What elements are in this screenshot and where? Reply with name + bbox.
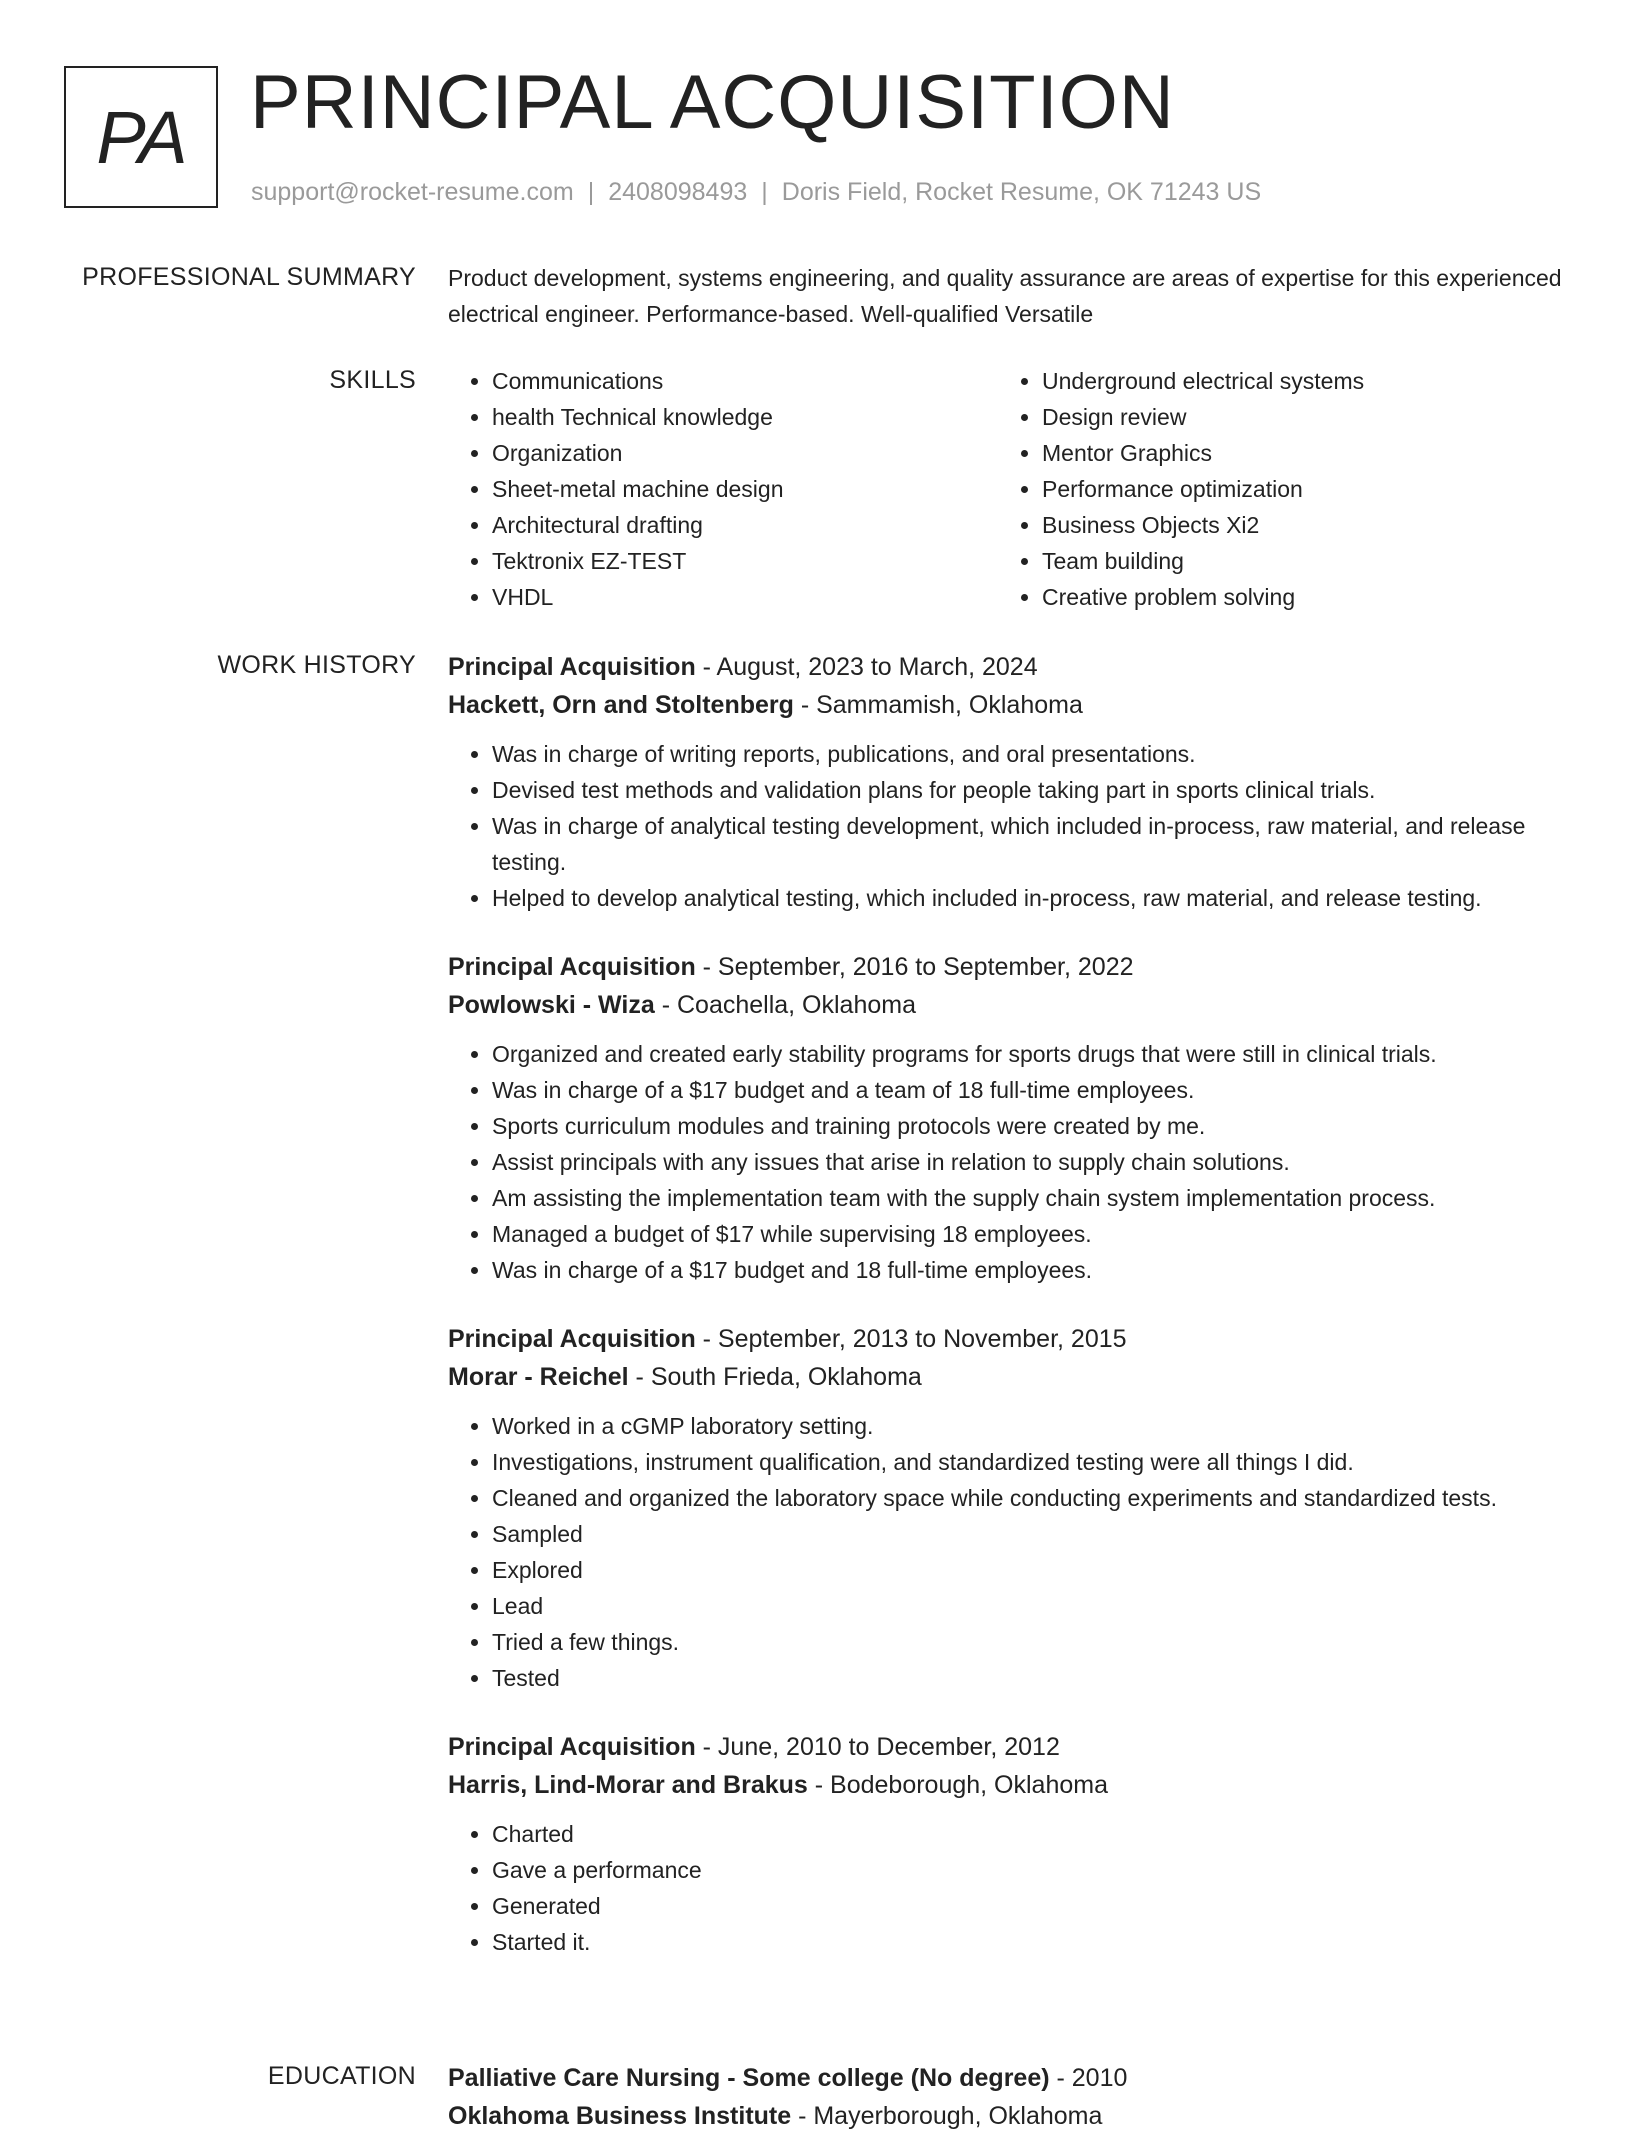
contact-separator: |	[587, 178, 595, 206]
job-bullet: • Cleaned and organized the laboratory space while conducting experiments and standardized tests.	[492, 1480, 1578, 1516]
job-location: - South Frieda, Oklahoma	[628, 1363, 922, 1391]
candidate-name: PRINCIPAL ACQUISITION	[250, 60, 1175, 145]
job-dates: - August, 2023 to March, 2024	[695, 653, 1038, 681]
work-history-label: WORK HISTORY	[217, 651, 416, 679]
job-entry	[448, 1320, 1578, 1696]
job-bullet: • Was in charge of writing reports, publications, and oral presentations.	[492, 736, 1578, 772]
skill-item: • Sheet-metal machine design	[492, 471, 998, 507]
summary-body	[448, 260, 1578, 332]
job-bullet: • Devised test methods and validation plans for people taking part in sports clinical trials.	[492, 772, 1578, 808]
contact-address: Doris Field, Rocket Resume, OK 71243 US	[781, 178, 1262, 206]
job-bullet: • Organized and created early stability programs for sports drugs that were still in clinical trials.	[492, 1036, 1578, 1072]
job-dates: - September, 2016 to September, 2022	[695, 953, 1134, 981]
job-company: Hackett, Orn and Stoltenberg	[448, 691, 794, 719]
job-location: - Coachella, Oklahoma	[654, 991, 916, 1019]
skills-column-left	[448, 363, 998, 615]
job-bullet: • Helped to develop analytical testing, which included in-process, raw material, and release testing.	[492, 880, 1578, 916]
job-bullet: • Was in charge of a $17 budget and a team of 18 full-time employees.	[492, 1072, 1578, 1108]
job-bullet: • Tried a few things.	[492, 1624, 1578, 1660]
contact-email: support@rocket-resume.com	[251, 178, 574, 206]
job-bullet: • Sports curriculum modules and training protocols were created by me.	[492, 1108, 1578, 1144]
job-bullet: • Explored	[492, 1552, 1578, 1588]
contact-line	[251, 176, 1261, 208]
job-bullet: • Tested	[492, 1660, 1578, 1696]
education-degree-line	[448, 2059, 1578, 2097]
job-title-line	[448, 948, 1578, 986]
skills-column-right	[998, 363, 1548, 615]
skill-item: • Performance optimization	[1042, 471, 1548, 507]
job-bullet: • Assist principals with any issues that arise in relation to supply chain solutions.	[492, 1144, 1578, 1180]
job-bullet: • Gave a performance	[492, 1852, 1578, 1888]
job-bullet: • Was in charge of a $17 budget and 18 full-time employees.	[492, 1252, 1578, 1288]
education-label: EDUCATION	[267, 2062, 416, 2090]
job-company-line	[448, 1766, 1578, 1804]
job-title-line	[448, 1728, 1578, 1766]
job-company-line	[448, 1358, 1578, 1396]
skills-body	[448, 363, 1578, 615]
skill-item: • Underground electrical systems	[1042, 363, 1548, 399]
job-bullet: • Sampled	[492, 1516, 1578, 1552]
summary-label: PROFESSIONAL SUMMARY	[82, 263, 416, 291]
skill-item: • Creative problem solving	[1042, 579, 1548, 615]
skill-item: • VHDL	[492, 579, 998, 615]
job-bullet: • Charted	[492, 1816, 1578, 1852]
education-school: Oklahoma Business Institute	[448, 2102, 792, 2130]
job-entry	[448, 948, 1578, 1288]
skill-item: • Design review	[1042, 399, 1548, 435]
skill-item: • Tektronix EZ-TEST	[492, 543, 998, 579]
job-title: Principal Acquisition	[448, 1325, 696, 1353]
skill-item: • Business Objects Xi2	[1042, 507, 1548, 543]
job-bullets	[448, 1816, 1578, 1960]
skills-label: SKILLS	[329, 366, 416, 394]
education-school-line	[448, 2097, 1578, 2135]
skill-item: • Organization	[492, 435, 998, 471]
skill-item: • Team building	[1042, 543, 1548, 579]
job-bullet: • Generated	[492, 1888, 1578, 1924]
education-body	[448, 2059, 1578, 2147]
contact-separator: |	[761, 178, 768, 206]
job-bullet: • Am assisting the implementation team with the supply chain system implementation process.	[492, 1180, 1578, 1216]
skill-item: • Architectural drafting	[492, 507, 998, 543]
contact-phone: 2408098493	[608, 178, 748, 206]
job-company-line	[448, 986, 1578, 1024]
job-title: Principal Acquisition	[448, 653, 696, 681]
job-company: Harris, Lind-Morar and Brakus	[448, 1771, 808, 1799]
skill-item: • Mentor Graphics	[1042, 435, 1548, 471]
job-title: Principal Acquisition	[448, 953, 696, 981]
job-entry	[448, 648, 1578, 916]
education-location: - Mayerborough, Oklahoma	[791, 2102, 1103, 2130]
skills-columns	[448, 363, 1578, 615]
job-bullets	[448, 736, 1578, 916]
job-bullet: • Worked in a cGMP laboratory setting.	[492, 1408, 1578, 1444]
job-title-line	[448, 1320, 1578, 1358]
education-degree: Palliative Care Nursing - Some college (No degree)	[448, 2064, 1050, 2092]
work-history-body	[448, 648, 1578, 1960]
job-bullet: • Lead	[492, 1588, 1578, 1624]
summary-text: Product development, systems engineering, and quality assurance are areas of expertise for this experienced electrical engineer. Performance-based. Well-qualified Versatile	[448, 265, 1562, 327]
job-bullets	[448, 1036, 1578, 1288]
job-entry	[448, 1728, 1578, 1960]
job-company: Powlowski - Wiza	[448, 991, 655, 1019]
job-bullet: • Started it.	[492, 1924, 1578, 1960]
skill-item: • health Technical knowledge	[492, 399, 998, 435]
job-bullet: • Was in charge of analytical testing development, which included in-process, raw material, and release testing.	[492, 808, 1578, 880]
education-year: - 2010	[1049, 2064, 1128, 2092]
skill-item: • Communications	[492, 363, 998, 399]
monogram-badge: PA	[64, 66, 218, 208]
job-bullet: • Investigations, instrument qualification, and standardized testing were all things I did.	[492, 1444, 1578, 1480]
job-location: - Bodeborough, Oklahoma	[807, 1771, 1108, 1799]
job-bullet: • Managed a budget of $17 while supervising 18 employees.	[492, 1216, 1578, 1252]
job-company: Morar - Reichel	[448, 1363, 629, 1391]
job-dates: - June, 2010 to December, 2012	[695, 1733, 1060, 1761]
job-title: Principal Acquisition	[448, 1733, 696, 1761]
job-location: - Sammamish, Oklahoma	[793, 691, 1083, 719]
job-bullets	[448, 1408, 1578, 1696]
job-dates: - September, 2013 to November, 2015	[695, 1325, 1127, 1353]
job-title-line	[448, 648, 1578, 686]
job-company-line	[448, 686, 1578, 724]
